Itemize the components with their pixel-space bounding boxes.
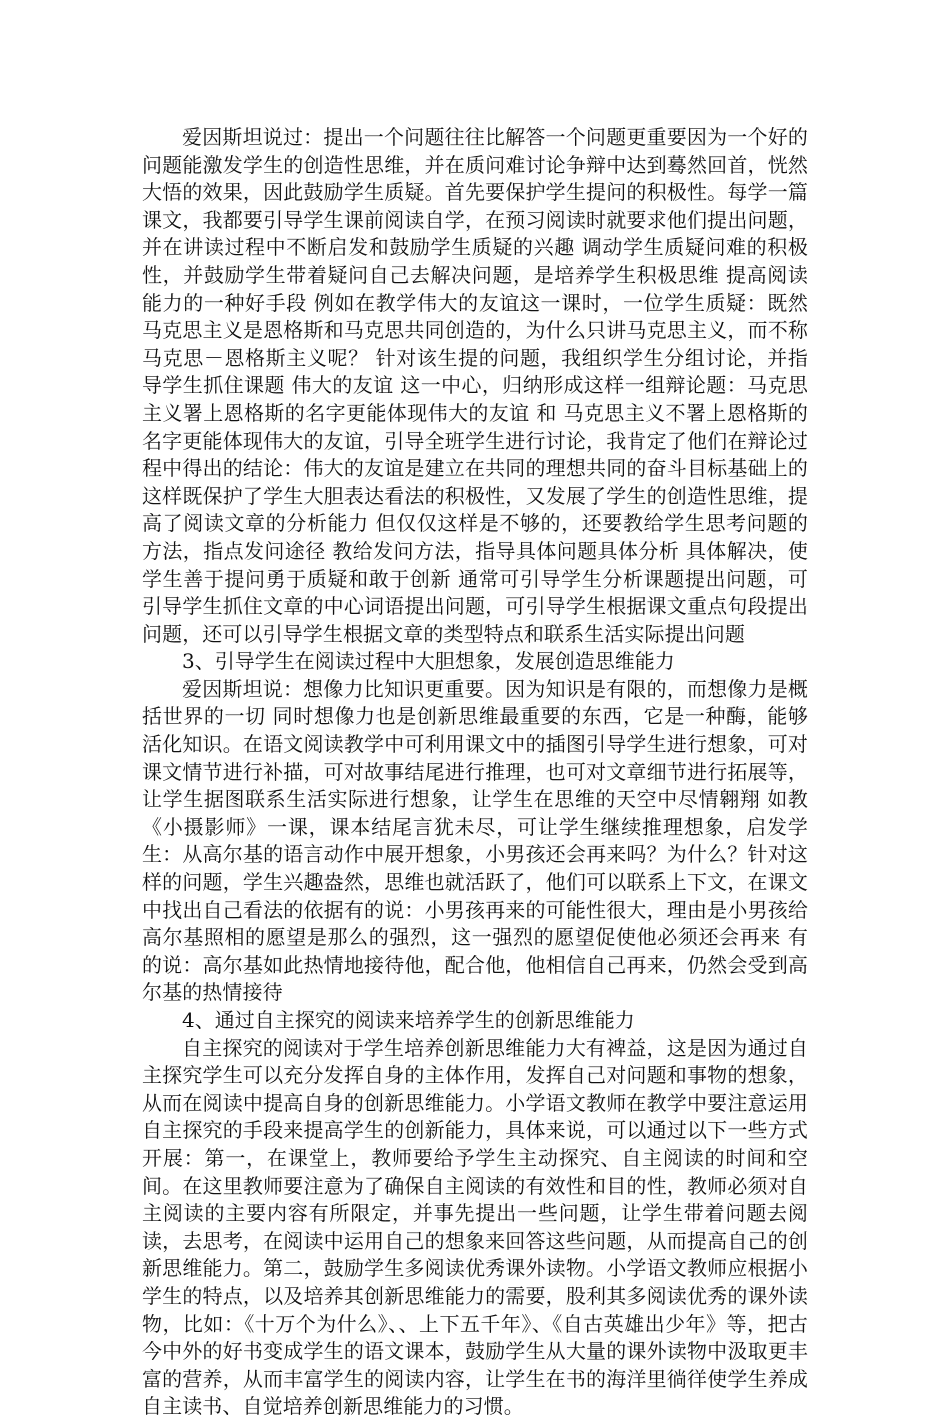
section-heading-3: 3、引导学生在阅读过程中大胆想象，发展创造思维能力 <box>182 649 675 674</box>
paragraph-imagination: 爱因斯坦说：想像力比知识更重要。因为知识是有限的，而想像力是概括世界的一切 同时想像力也是创新思维最重要的东西，它是一种酶，能够活化知识。在语文阅读教学中可利用课文中的插图引导学生进行想象，可对课文情节进行补描，可对故事结尾进行推理，也可对文章细节进行拓展等，让学生据图联系生活实际进行想象，让学生在思维的天空中尽情翱翔 如教《小摄影师》一课，课本结尾言犹未尽，可让学生继续推理想象，启发学生：从高尔基的语言动作中展开想象，小男孩还会再来吗？为什么？针对这样的问题，学生兴趣盎然，思维也就活跃了，他们可以联系上下文，在课文中找出自己看法的依据有的说：小男孩再来的可能性很大，理由是小男孩给高尔基照相的愿望是那么的强烈，这一强烈的愿望促使他必须还会再来 有的说：高尔基如此热情地接待他，配合他，他相信自己再来，仍然会受到高尔基的热情接待 <box>142 676 808 1005</box>
paragraph-self-exploration: 自主探究的阅读对于学生培养创新思维能力大有裨益，这是因为通过自主探究学生可以充分发挥自身的主体作用，发挥自己对问题和事物的想象，从而在阅读中提高自身的创新思维能力。小学语文教师在教学中要注意运用自主探究的手段来提高学生的创新能力，具体来说，可以通过以下一些方式开展：第一，在课堂上，教师要给予学生主动探究、自主阅读的时间和空间。在这里教师要注意为了确保自主阅读的有效性和目的性，教师必须对自主阅读的主要内容有所限定，并事先提出一些问题，让学生带着问题去阅读，去思考，在阅读中运用自己的想象来回答这些问题，从而提高自己的创新思维能力。第二，鼓励学生多阅读优秀课外读物。小学语文教师应根据小学生的特点，以及培养其创新思维能力的需要，股利其多阅读优秀的课外读物，比如：《十万个为什么》、、上下五千年》、《自古英雄出少年》等，把古今中外的好书变成学生的语文课本，鼓励学生从大量的课外读物中汲取更丰富的营养，从而丰富学生的阅读内容，让学生在书的海洋里徜徉使学生养成自主读书、自觉培养创新思维能力的习惯。 <box>142 1035 808 1419</box>
section-heading-4: 4、通过自主探究的阅读来培养学生的创新思维能力 <box>182 1008 635 1032</box>
paragraph-questioning: 爱因斯坦说过：提出一个问题往往比解答一个问题更重要因为一个好的问题能激发学生的创造性思维，并在质问难讨论争辩中达到蓦然回首，恍然大悟的效果，因此鼓励学生质疑。首先要保护学生提问的积极性。每学一篇课文，我都要引导学生课前阅读自学，在预习阅读时就要求他们提出问题，并在讲读过程中不断启发和鼓励学生质疑的兴趣 调动学生质疑问难的积极性，并鼓励学生带着疑问自己去解决问题，是培养学生积极思维 提高阅读能力的一种好手段 例如在教学伟大的友谊这一课时，一位学生质疑：既然马克思主义是恩格斯和马克思共同创造的，为什么只讲马克思主义，而不称马克思－恩格斯主义呢？ 针对该生提的问题，我组织学生分组讨论，并指导学生抓住课题 伟大的友谊 这一中心，归纳形成这样一组辩论题：马克思主义署上恩格斯的名字更能体现伟大的友谊 和 马克思主义不署上恩格斯的名字更能体现伟大的友谊，引导全班学生进行讨论，我肯定了他们在辩论过程中得出的结论：伟大的友谊是建立在共同的理想共同的奋斗目标基础上的 这样既保护了学生大胆表达看法的积极性，又发展了学生的创造性思维，提高了阅读文章的分析能力 但仅仅这样是不够的，还要教给学生思考问题的方法，指点发问途径 教给发问方法，指导具体问题具体分析 具体解决，使学生善于提问勇于质疑和敢于创新 通常可引导学生分析课题提出问题，可引导学生抓住文章的中心词语提出问题，可引导学生根据课文重点句段提出问题，还可以引导学生根据文章的类型特点和联系生活实际提出问题 <box>142 125 808 646</box>
document-page <box>142 124 808 1421</box>
